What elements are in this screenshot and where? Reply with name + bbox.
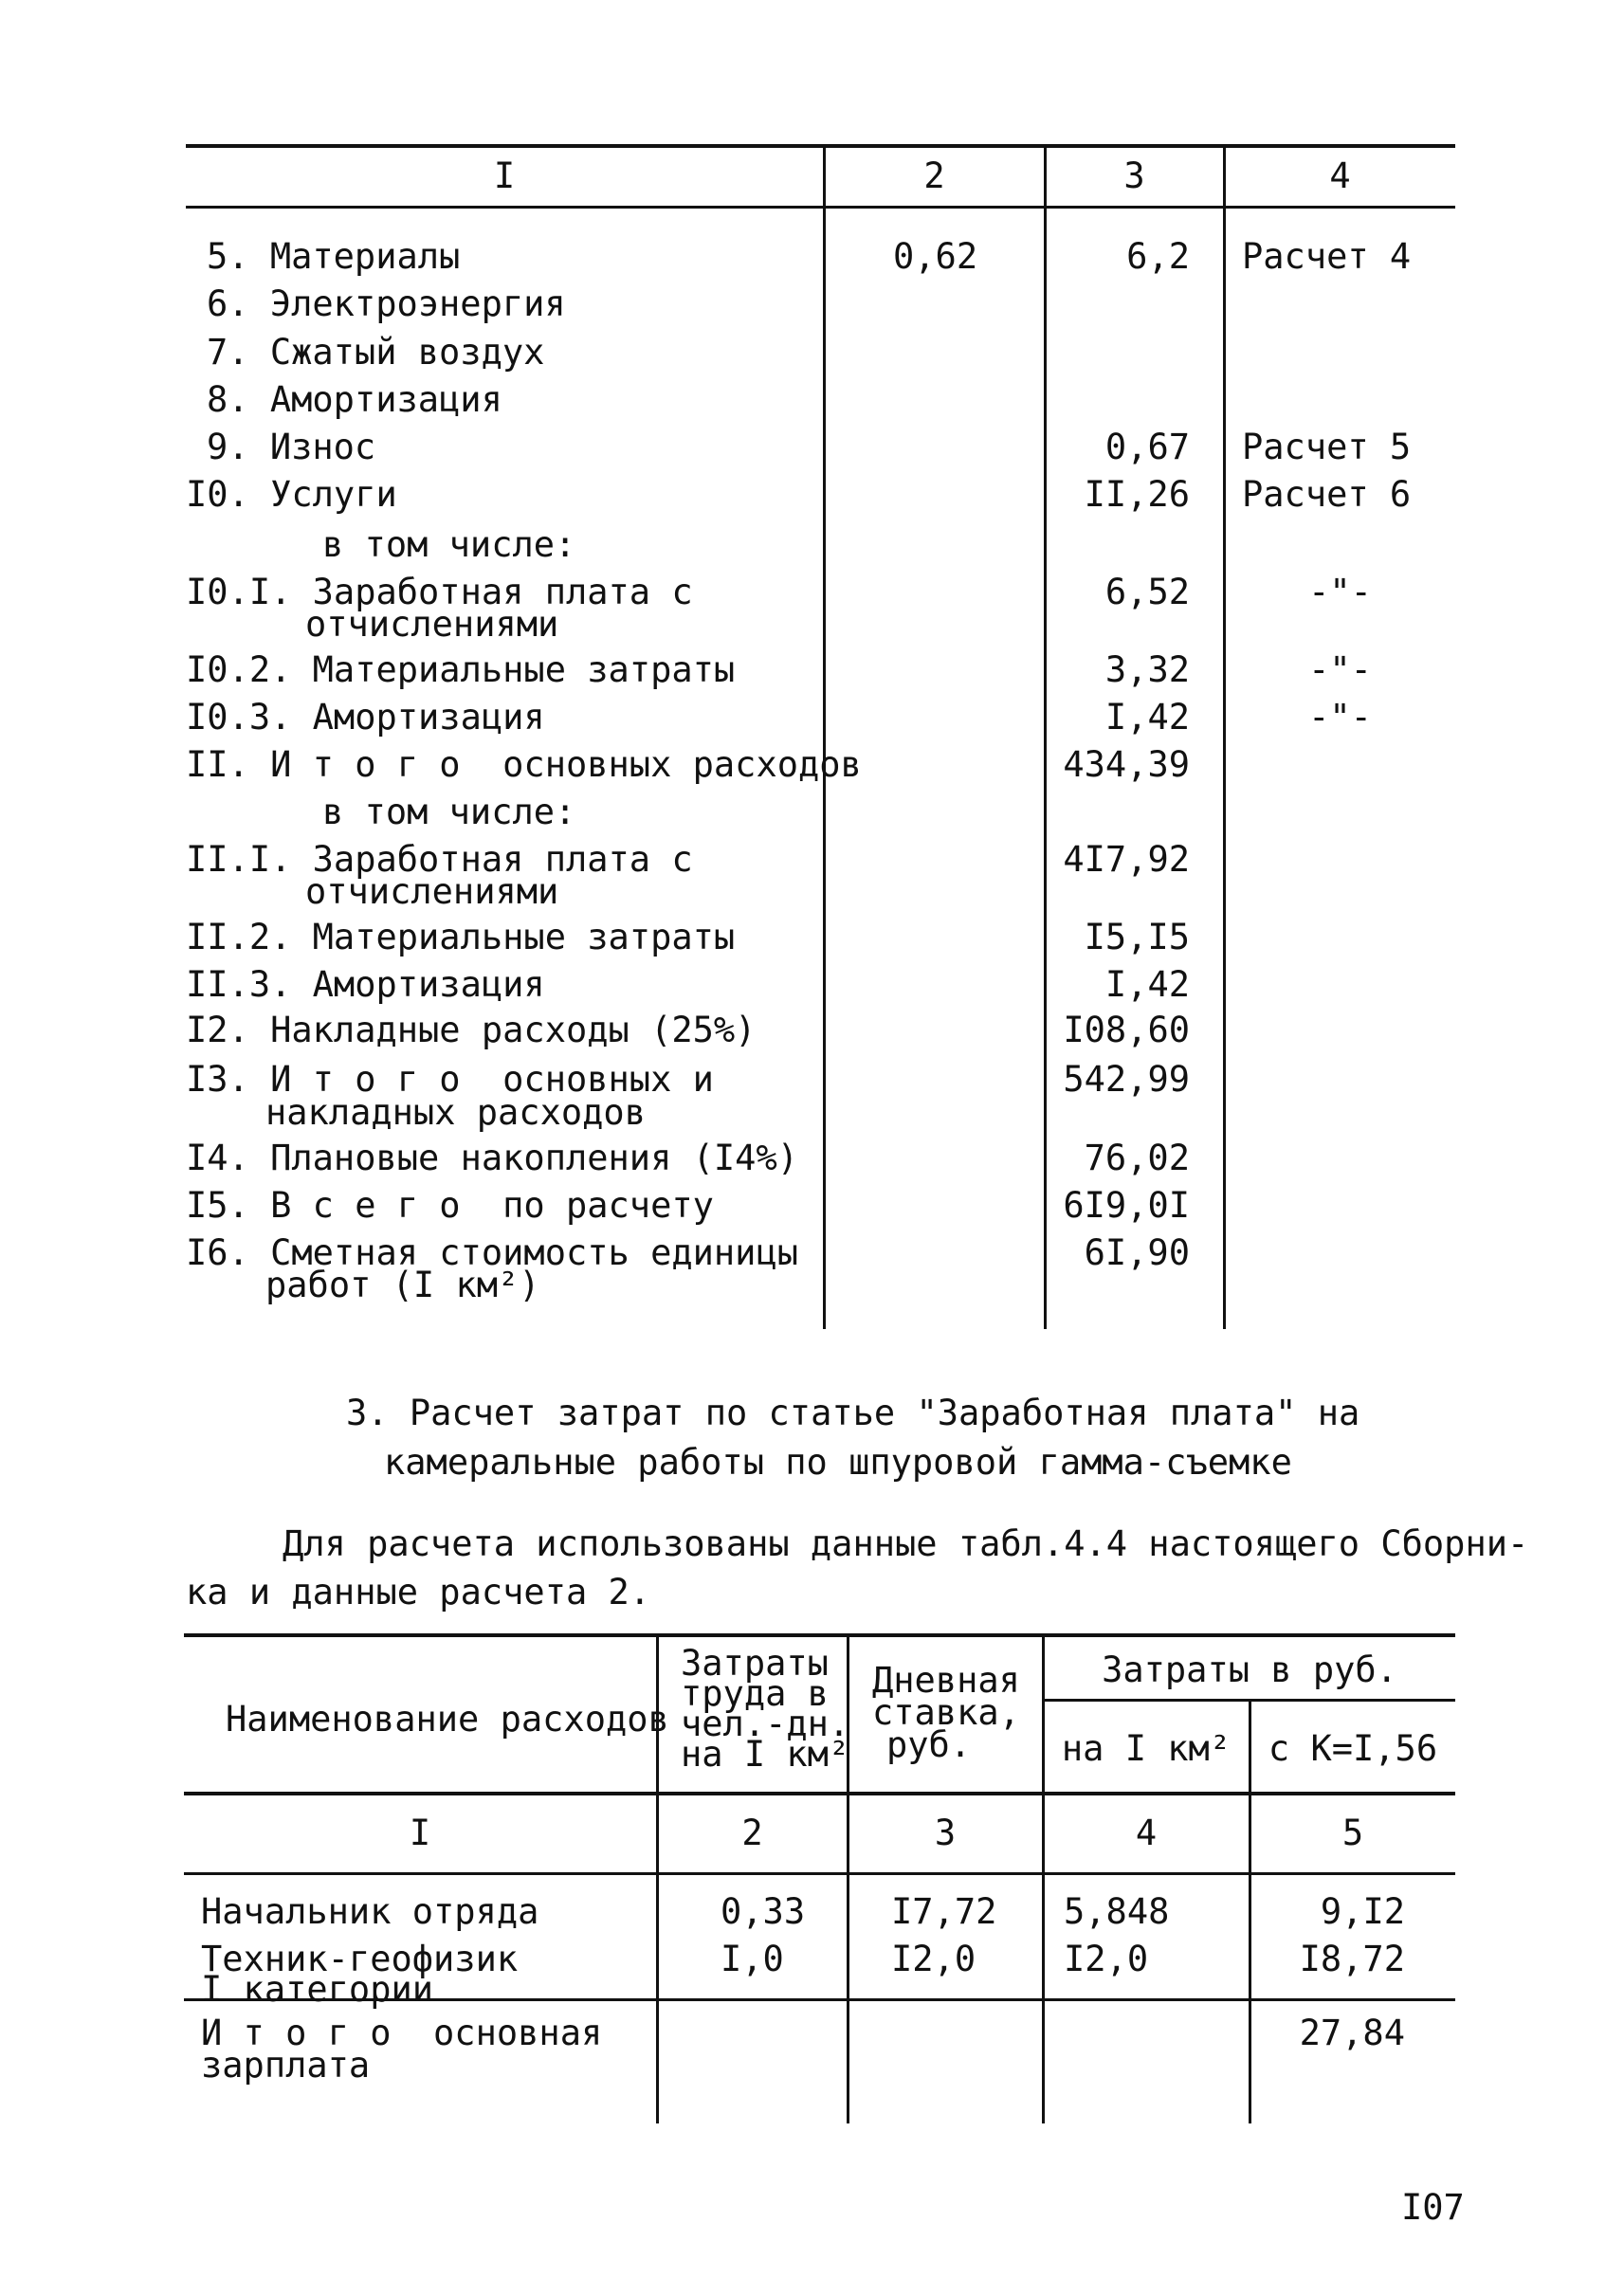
row-label: II.I. Заработная плата с	[186, 839, 693, 880]
cell-value: 5,848	[1064, 1891, 1170, 1932]
paragraph-line: ка и данные расчета 2.	[186, 1572, 651, 1613]
column-divider	[823, 146, 826, 1329]
cell-value: I5,I5	[1084, 917, 1190, 957]
column-divider	[1223, 146, 1226, 1329]
table-top-rule	[186, 144, 1455, 148]
row-label: Начальник отряда	[201, 1891, 539, 1932]
row-label: 6. Электроэнергия	[207, 283, 566, 324]
cell-value: II,26	[1084, 474, 1190, 515]
row-label: 7. Сжатый воздух	[207, 332, 545, 373]
row-label: I категории	[201, 1969, 434, 2010]
row-label: отчислениями	[305, 604, 559, 645]
cell-note: Расчет 6	[1242, 474, 1412, 515]
row-label: I6. Сметная стоимость единицы	[186, 1232, 799, 1273]
cell-value: 6I9,0I	[1063, 1185, 1190, 1226]
cell-value: I08,60	[1063, 1010, 1190, 1050]
column-header-rate: Дневная	[872, 1660, 1020, 1701]
row-label: отчислениями	[305, 871, 559, 912]
column-header-labor: Затраты	[681, 1643, 829, 1684]
row-label: I0.I. Заработная плата с	[186, 572, 693, 612]
total-label: зарплата	[201, 2045, 371, 2086]
cell-value: 6,2	[1126, 236, 1190, 277]
total-value: 27,84	[1299, 2013, 1405, 2053]
cell-note: Расчет 4	[1242, 236, 1412, 277]
cell-value: 6I,90	[1084, 1232, 1190, 1273]
row-label: 8. Амортизация	[207, 379, 502, 420]
cell-note: Расчет 5	[1242, 427, 1412, 467]
table-header-rule	[186, 206, 1455, 209]
column-header-name: Наименование расходов	[226, 1699, 669, 1740]
table-numbers-rule	[184, 1872, 1455, 1875]
cell-value: I,0	[721, 1939, 784, 1979]
cell-value: I8,72	[1299, 1939, 1405, 1979]
cell-value: 9,I2	[1320, 1891, 1405, 1932]
column-header: 3	[1123, 155, 1145, 196]
row-label: I5. В с е г о по расчету	[186, 1185, 714, 1226]
row-label: в том числе:	[322, 792, 576, 832]
table-header-rule	[184, 1792, 1455, 1795]
total-label: И т о г о основная	[201, 2013, 603, 2053]
cell-note: -"-	[1308, 572, 1372, 612]
column-header-labor: на I км²	[681, 1734, 850, 1775]
column-number: 5	[1341, 1813, 1364, 1853]
column-number: 4	[1135, 1813, 1158, 1853]
column-number: 2	[741, 1813, 763, 1853]
page-number: I07	[1401, 2187, 1465, 2228]
row-label: I2. Накладные расходы (25%)	[186, 1010, 757, 1050]
cell-value: 0,62	[893, 236, 978, 277]
paragraph-line: Для расчета использованы данные табл.4.4 настоящего Сборни-	[283, 1523, 1529, 1564]
column-number: I	[409, 1813, 431, 1853]
cell-value: 0,33	[721, 1891, 806, 1932]
column-header: 4	[1329, 155, 1351, 196]
column-header: I	[493, 155, 516, 196]
cell-value: I,42	[1104, 697, 1190, 738]
row-label: I0. Услуги	[186, 474, 397, 515]
column-header-rate: ставка,	[872, 1692, 1020, 1733]
cell-value: 76,02	[1084, 1138, 1190, 1178]
column-header-coefficient: с К=I,56	[1268, 1728, 1438, 1769]
row-label: II.3. Амортизация	[186, 964, 545, 1005]
cell-value: I2,0	[1064, 1939, 1149, 1979]
cell-value: 542,99	[1063, 1059, 1190, 1100]
row-label: 5. Материалы	[207, 236, 461, 277]
column-group-header: Затраты в руб.	[1102, 1649, 1397, 1690]
row-label: I3. И т о г о основных и	[186, 1059, 714, 1100]
row-label: Техник-геофизик	[201, 1939, 519, 1979]
cell-value: 3,32	[1104, 649, 1190, 690]
row-label: II. И т о г о основных расходов	[186, 744, 862, 785]
table-top-rule	[184, 1633, 1455, 1637]
row-label: II.2. Материальные затраты	[186, 917, 736, 957]
cell-value: 0,67	[1104, 427, 1190, 467]
column-header: 2	[923, 155, 945, 196]
cell-value: I7,72	[891, 1891, 997, 1932]
row-label: I4. Плановые накопления (I4%)	[186, 1138, 799, 1178]
cell-note: -"-	[1308, 697, 1372, 738]
cell-value: I,42	[1104, 964, 1190, 1005]
cell-value: 4I7,92	[1063, 839, 1190, 880]
column-header-rate: руб.	[886, 1724, 972, 1765]
column-divider	[1042, 1635, 1045, 2123]
column-number: 3	[934, 1813, 957, 1853]
row-label: в том числе:	[322, 524, 576, 565]
section-title-line: 3. Расчет затрат по статье "Заработная плата" на	[346, 1393, 1360, 1433]
row-label: работ (I км²)	[265, 1265, 540, 1305]
cell-value: I2,0	[891, 1939, 976, 1979]
section-title-line: камеральные работы по шпуровой гамма-съемке	[384, 1442, 1292, 1483]
column-header-labor: труда в	[681, 1673, 829, 1714]
row-label: I0.3. Амортизация	[186, 697, 545, 738]
row-label: I0.2. Материальные затраты	[186, 649, 736, 690]
cell-note: -"-	[1308, 649, 1372, 690]
column-header-per-km: на I км²	[1061, 1728, 1232, 1769]
row-label: накладных расходов	[265, 1092, 646, 1133]
row-label: 9. Износ	[207, 427, 376, 467]
cell-value: 6,52	[1104, 572, 1190, 612]
cell-value: 434,39	[1063, 744, 1190, 785]
column-header-labor: чел.-дн.	[681, 1704, 850, 1744]
